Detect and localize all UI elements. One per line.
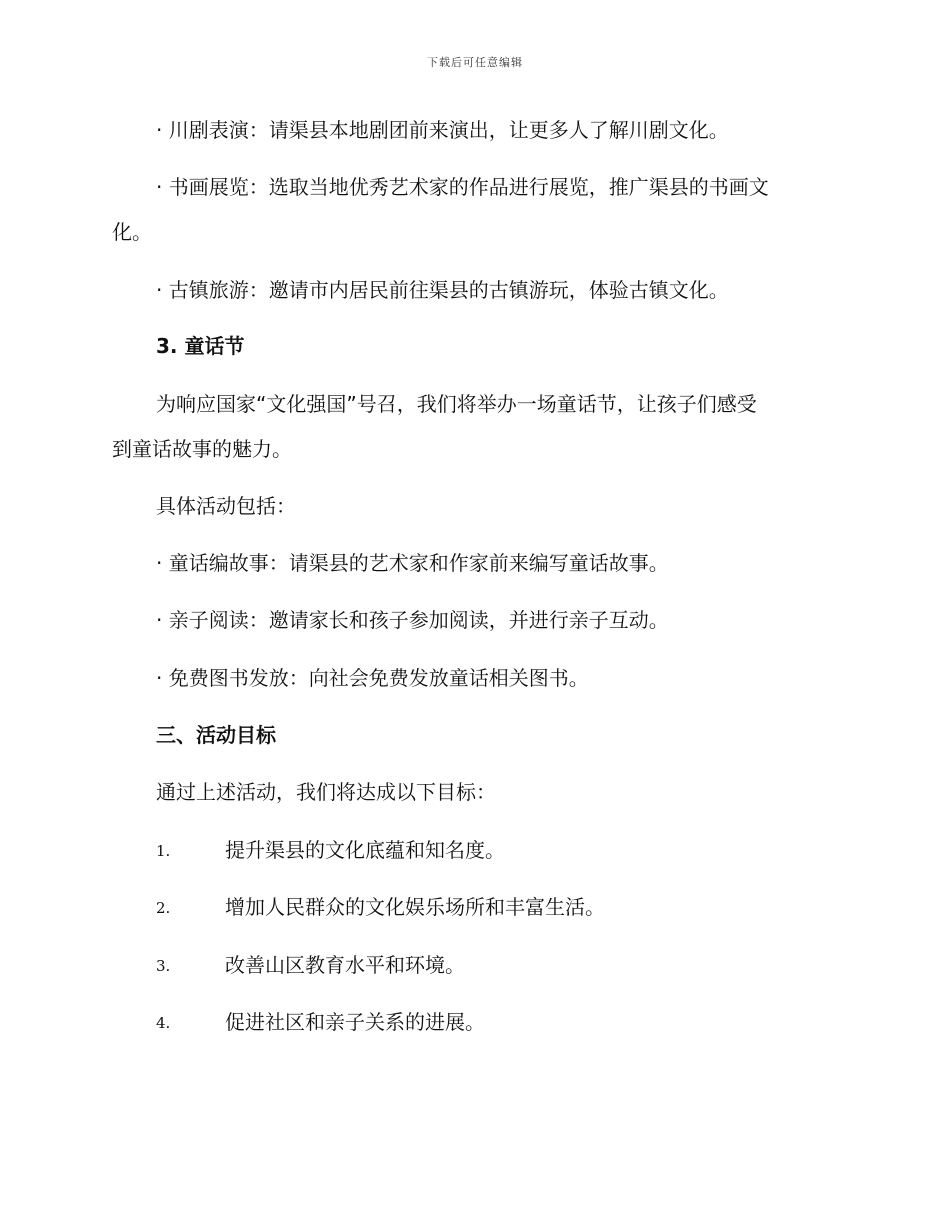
page-header-note: 下载后可任意编辑 (427, 56, 523, 69)
bullet-free-books: · 免费图书发放：向社会免费发放童话相关图书。 (156, 666, 589, 690)
goal-number: 1. (156, 842, 171, 860)
bullet-calligraphy-exhibition-cont: 化。 (112, 220, 152, 244)
bullet-ancient-town-tour: · 古镇旅游：邀请市内居民前往渠县的古镇游玩，体验古镇文化。 (156, 278, 729, 302)
goal-text: 改善山区教育水平和环境。 (225, 953, 465, 977)
goals-intro: 通过上述活动，我们将达成以下目标： (156, 780, 496, 804)
goal-number: 3. (156, 957, 171, 975)
goal-text: 提升渠县的文化底蕴和知名度。 (225, 838, 505, 862)
bullet-calligraphy-exhibition: · 书画展览：选取当地优秀艺术家的作品进行展览，推广渠县的书画文 (156, 175, 769, 199)
paragraph-fairy-intro-cont: 到童话故事的魅力。 (112, 437, 292, 461)
goal-number: 2. (156, 899, 171, 917)
goal-text: 促进社区和亲子关系的进展。 (225, 1010, 485, 1034)
paragraph-fairy-intro: 为响应国家“文化强国”号召，我们将举办一场童话节，让孩子们感受 (156, 392, 757, 416)
section-heading-fairy-tale-festival: 3. 童话节 (156, 334, 245, 358)
activities-label: 具体活动包括： (156, 494, 296, 518)
goal-text: 增加人民群众的文化娱乐场所和丰富生活。 (225, 895, 605, 919)
goal-number: 4. (156, 1014, 171, 1032)
section-heading-goals: 三、活动目标 (156, 723, 276, 747)
bullet-parent-child-reading: · 亲子阅读：邀请家长和孩子参加阅读，并进行亲子互动。 (156, 608, 669, 632)
bullet-sichuan-opera: · 川剧表演：请渠县本地剧团前来演出，让更多人了解川剧文化。 (156, 118, 729, 142)
bullet-fairy-story-writing: · 童话编故事：请渠县的艺术家和作家前来编写童话故事。 (156, 551, 669, 575)
